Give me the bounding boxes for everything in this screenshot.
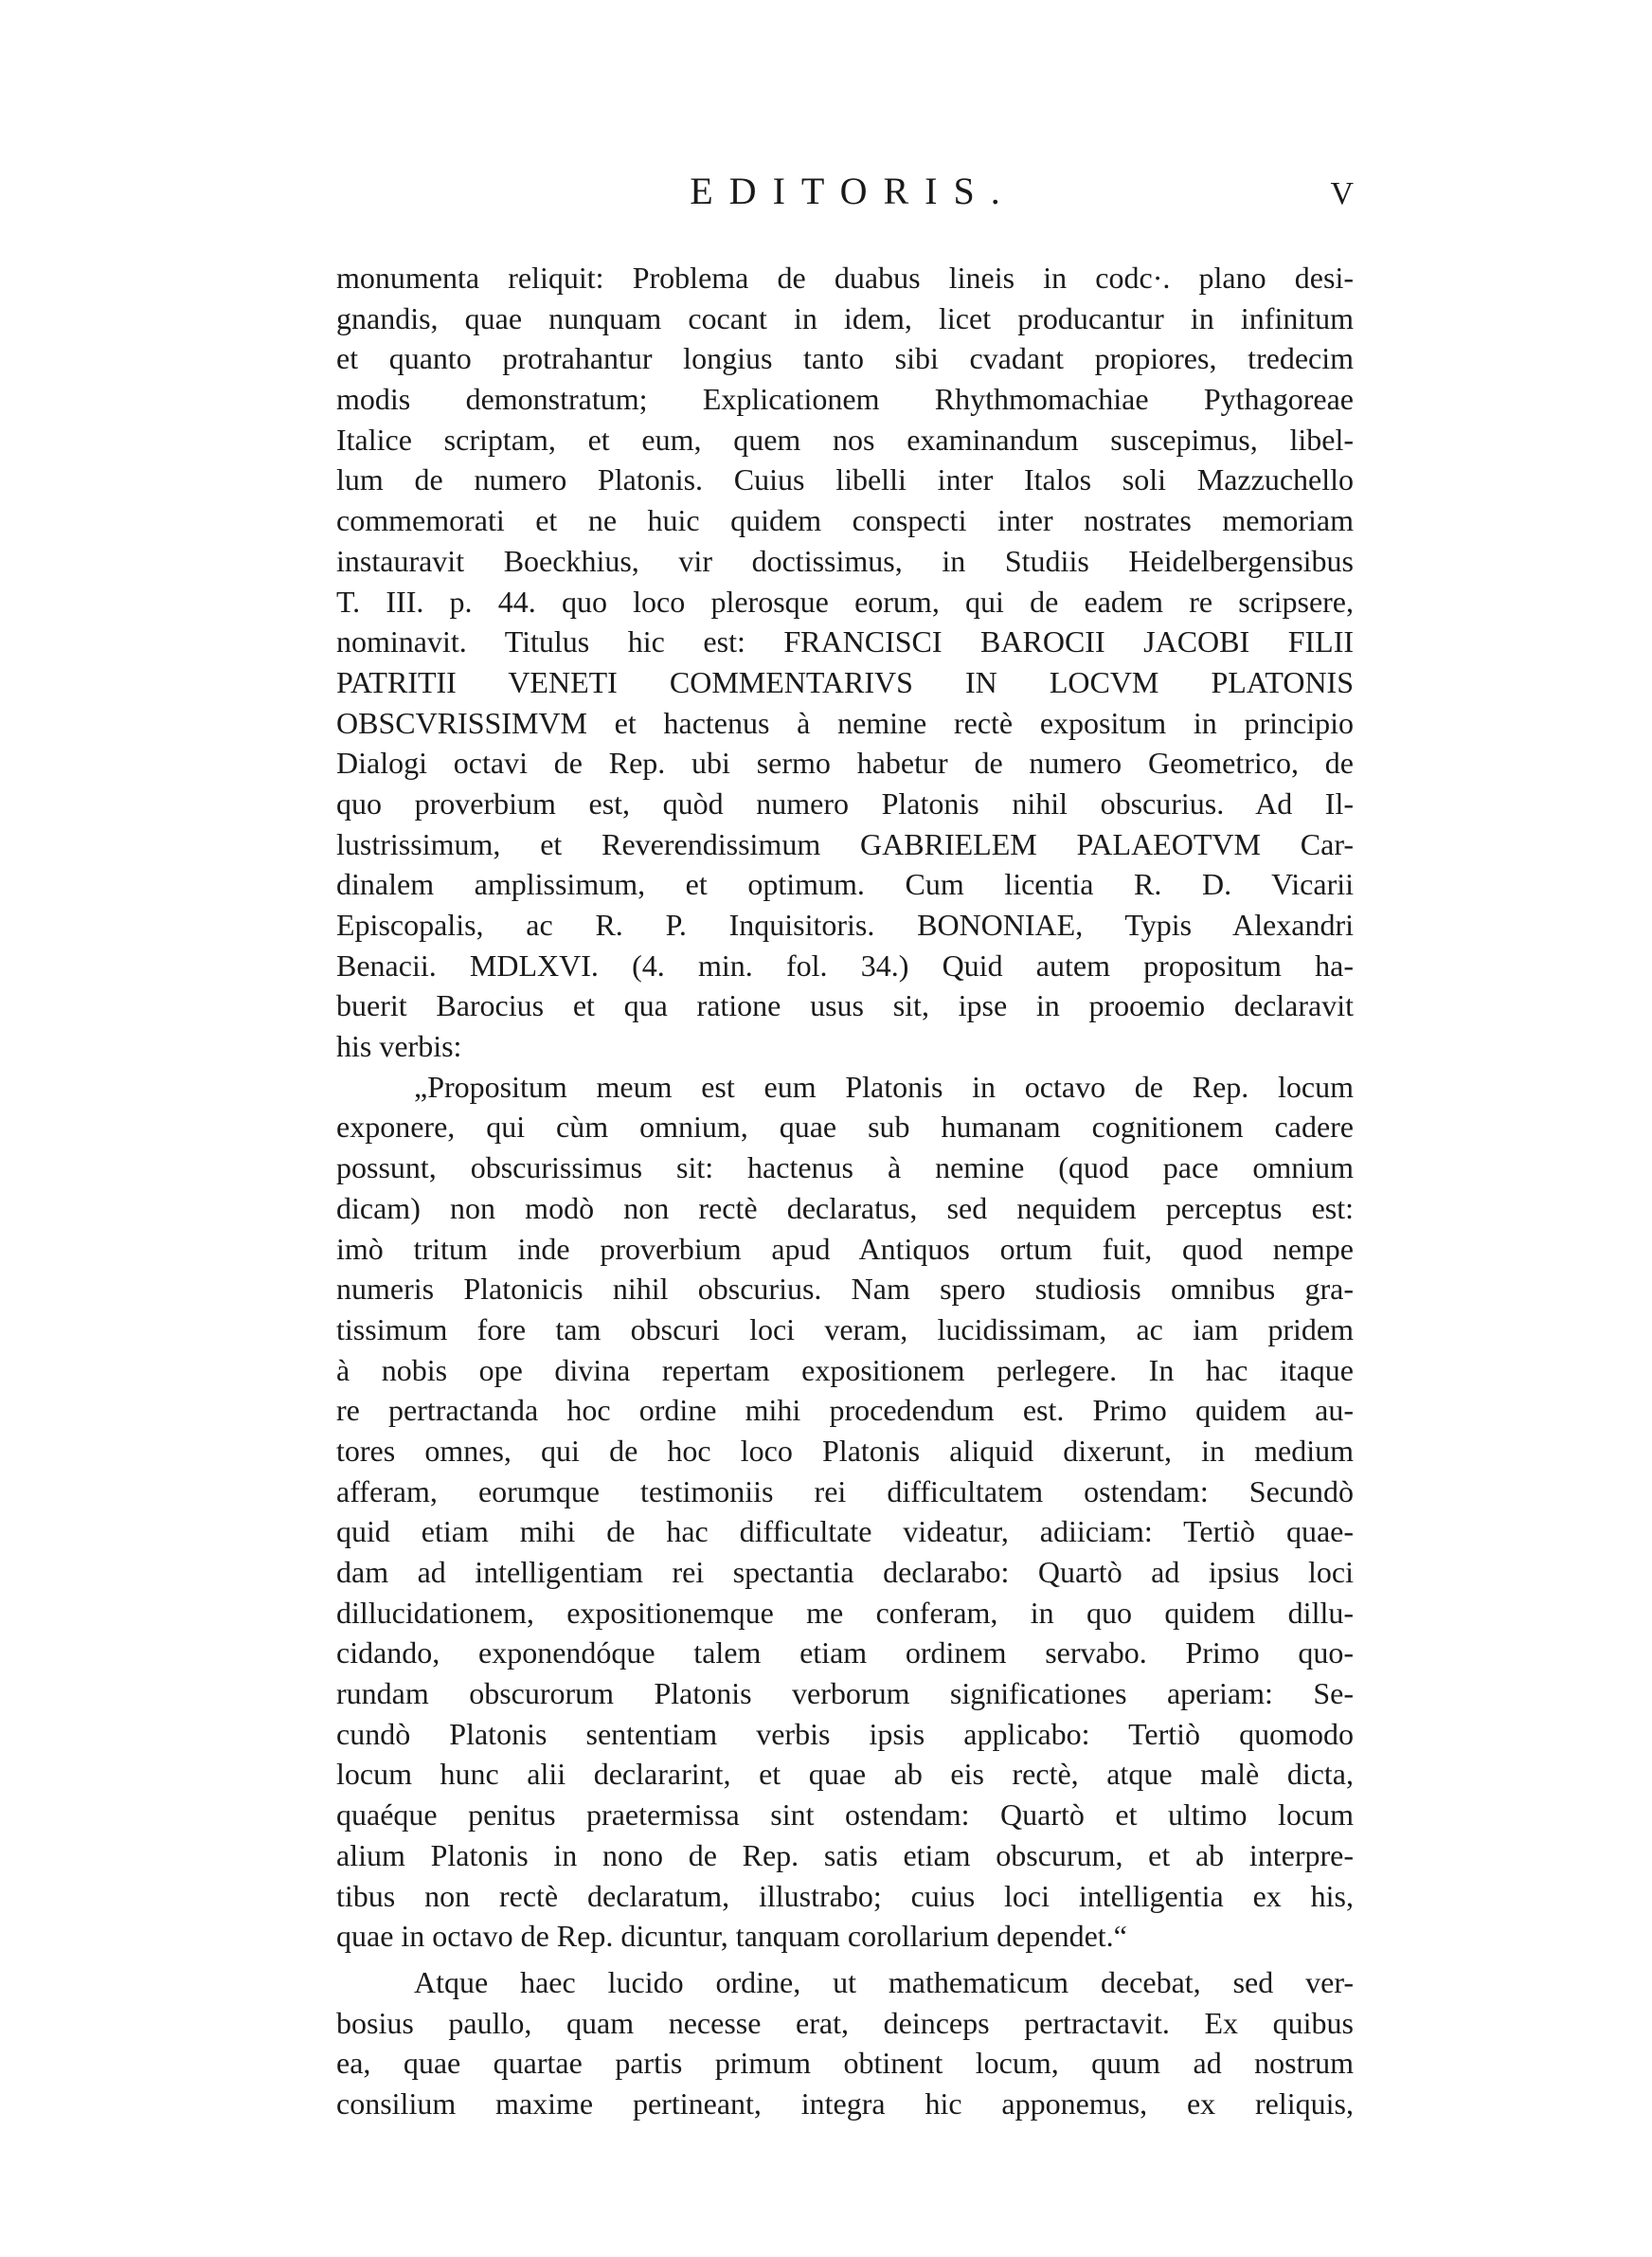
- text-line: tibus non rectè declaratum, illustrabo; cuius loci intelligentia ex his,: [336, 1878, 1354, 1913]
- text-line: re pertractanda hoc ordine mihi procedendum est. Primo quidem au-: [336, 1393, 1354, 1428]
- page-header: [336, 169, 1354, 226]
- text-line: Benacii. MDLXVI. (4. min. fol. 34.) Quid autem propositum ha-: [336, 948, 1354, 983]
- text-line: Italice scriptam, et eum, quem nos examinandum suscepimus, libel-: [336, 422, 1354, 457]
- text-line: dinalem amplissimum, et optimum. Cum licentia R. D. Vicarii: [336, 867, 1354, 902]
- text-line: modis demonstratum; Explicationem Rhythmomachiae Pythagoreae: [336, 382, 1354, 417]
- text-line: exponere, qui cùm omnium, quae sub humanam cognitionem cadere: [336, 1110, 1354, 1145]
- text-line: his verbis:: [336, 1029, 462, 1064]
- text-line: afferam, eorumque testimoniis rei difficultatem ostendam: Secundò: [336, 1473, 1354, 1508]
- text-line: „Propositum meum est eum Platonis in octavo de Rep. locum: [414, 1069, 1354, 1104]
- text-line: gnandis, quae nunquam cocant in idem, licet producantur in infinitum: [336, 300, 1354, 335]
- text-line: Dialogi octavi de Rep. ubi sermo habetur de numero Geometrico, de: [336, 746, 1354, 781]
- text-line: et quanto protrahantur longius tanto sibi cvadant propiores, tredecim: [336, 341, 1354, 376]
- text-line: ea, quae quartae partis primum obtinent locum, quum ad nostrum: [336, 2046, 1354, 2081]
- text-line: quo proverbium est, quòd numero Platonis nihil obscurius. Ad Il-: [336, 785, 1354, 821]
- text-line: Atque haec lucido ordine, ut mathematicum decebat, sed ver-: [414, 1964, 1354, 1999]
- text-line: quaéque penitus praetermissa sint ostendam: Quartò et ultimo locum: [336, 1797, 1354, 1833]
- text-line: quid etiam mihi de hac difficultate videatur, adiiciam: Tertiò quae-: [336, 1514, 1354, 1549]
- text-line: alium Platonis in nono de Rep. satis etiam obscurum, et ab interpre-: [336, 1837, 1354, 1872]
- text-line: dillucidationem, expositionemque me conferam, in quo quidem dillu-: [336, 1595, 1354, 1630]
- text-line: tissimum fore tam obscuri loci veram, lucidissimam, ac iam pridem: [336, 1311, 1354, 1346]
- text-line: Episcopalis, ac R. P. Inquisitoris. BONONIAE, Typis Alexandri: [336, 908, 1354, 942]
- text-line: cidando, exponendóque talem etiam ordinem servabo. Primo quo-: [336, 1635, 1354, 1670]
- text-line: possunt, obscurissimus sit: hactenus à nemine (quod pace omnium: [336, 1150, 1354, 1185]
- text-line: consilium maxime pertineant, integra hic apponemus, ex reliquis,: [336, 2085, 1354, 2121]
- text-line: locum hunc alii declararint, et quae ab eis rectè, atque malè dicta,: [336, 1757, 1354, 1792]
- text-line: cundò Platonis sententiam verbis ipsis applicabo: Tertiò quomodo: [336, 1716, 1354, 1751]
- text-line: OBSCVRISSIMVM et hactenus à nemine rectè expositum in principio: [336, 705, 1354, 740]
- text-line: lum de numero Platonis. Cuius libelli inter Italos soli Mazzuchello: [336, 462, 1354, 497]
- text-line: T. III. p. 44. quo loco plerosque eorum, qui de eadem re scripsere,: [336, 584, 1354, 619]
- text-line: bosius paullo, quam necesse erat, deinceps pertractavit. Ex quibus: [336, 2005, 1354, 2040]
- text-line: commemorati et ne huic quidem conspecti inter nostrates memoriam: [336, 503, 1354, 538]
- text-line: tores omnes, qui de hoc loco Platonis aliquid dixerunt, in medium: [336, 1433, 1354, 1468]
- text-line: PATRITII VENETI COMMENTARIVS IN LOCVM PLATONIS: [336, 664, 1354, 699]
- text-line: nominavit. Titulus hic est: FRANCISCI BAROCII JACOBI FILII: [336, 624, 1354, 659]
- text-line: dicam) non modò non rectè declaratus, sed nequidem perceptus est:: [336, 1190, 1354, 1225]
- text-line: buerit Barocius et qua ratione usus sit, ipse in prooemio declaravit: [336, 988, 1354, 1023]
- text-line: monumenta reliquit: Problema de duabus lineis in codc·. plano desi-: [336, 261, 1354, 295]
- text-line: quae in octavo de Rep. dicuntur, tanquam corollarium dependet.“: [336, 1919, 1127, 1954]
- body-text: [336, 258, 1354, 2124]
- text-line: imò tritum inde proverbium apud Antiquos ortum fuit, quod nempe: [336, 1231, 1354, 1266]
- text-line: rundam obscurorum Platonis verborum significationes aperiam: Se-: [336, 1676, 1354, 1711]
- text-line: lustrissimum, et Reverendissimum GABRIELEM PALAEOTVM Car-: [336, 826, 1354, 861]
- running-title: EDITORIS.: [690, 170, 1016, 212]
- text-line: numeris Platonicis nihil obscurius. Nam spero studiosis omnibus gra-: [336, 1272, 1354, 1307]
- text-line: dam ad intelligentiam rei spectantia declarabo: Quartò ad ipsius loci: [336, 1555, 1354, 1589]
- text-line: instauravit Boeckhius, vir doctissimus, in Studiis Heidelbergensibus: [336, 543, 1354, 578]
- text-line: à nobis ope divina repertam expositionem perlegere. In hac itaque: [336, 1352, 1354, 1387]
- page-number: V: [1330, 176, 1354, 211]
